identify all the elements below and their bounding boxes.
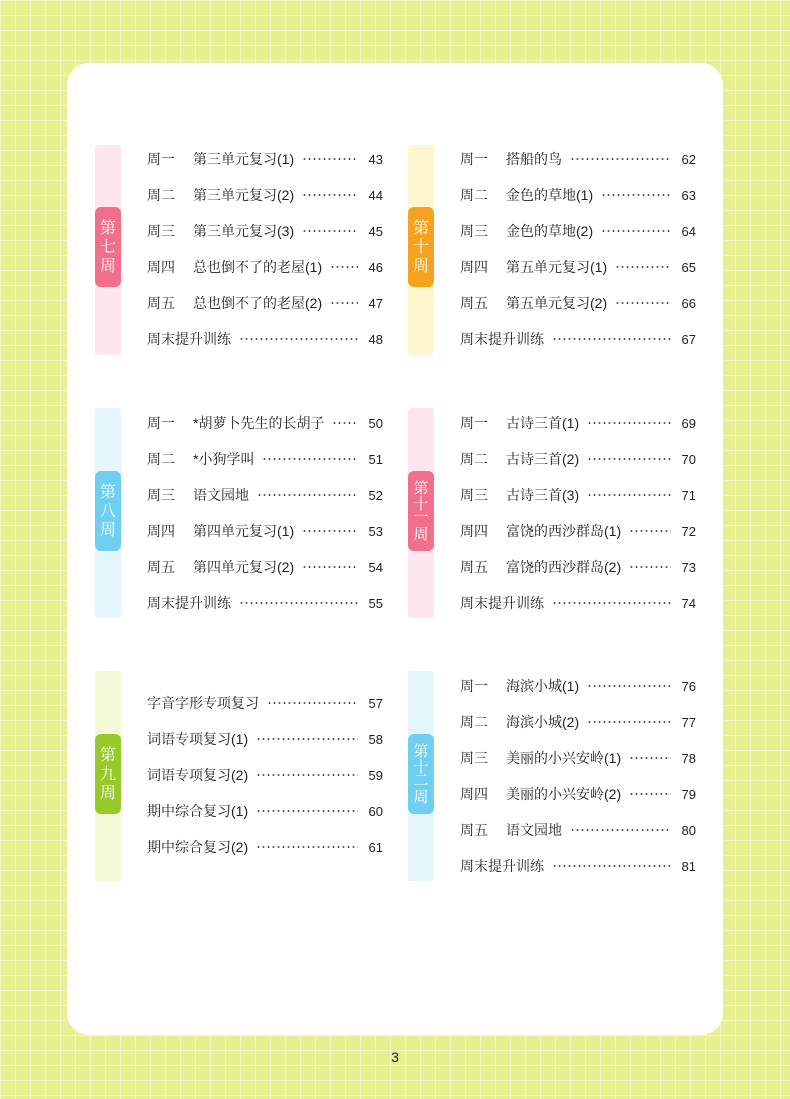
- entry-title: 古诗三首(2): [506, 451, 580, 467]
- toc-entry[interactable]: [147, 293, 383, 313]
- entry-day: 周三: [460, 750, 488, 766]
- leader-dots: [256, 738, 358, 740]
- entry-day: 周四: [147, 259, 175, 275]
- entry-page: 64: [681, 223, 696, 239]
- entry-page: 77: [681, 714, 696, 730]
- entry-page: 52: [368, 487, 383, 503]
- entry-page: 51: [368, 451, 383, 467]
- week-section: [380, 408, 696, 618]
- entry-day: 周五: [147, 559, 175, 575]
- week-label-char: 第: [99, 483, 116, 501]
- week-label-char: 十: [412, 238, 429, 256]
- entry-title: 总也倒不了的老屋(2): [193, 295, 323, 311]
- entry-page: 62: [681, 151, 696, 167]
- entry-page: 74: [681, 595, 696, 611]
- entry-page: 78: [681, 750, 696, 766]
- entry-page: 57: [368, 695, 383, 711]
- entry-page: 48: [368, 331, 383, 347]
- entry-title: 周末提升训练: [147, 331, 231, 347]
- entry-day: 周五: [460, 822, 488, 838]
- leader-dots: [570, 158, 671, 160]
- week-label-char: 周: [412, 257, 429, 275]
- entry-day: 周一: [460, 151, 488, 167]
- entry-title: *胡萝卜先生的长胡子: [193, 415, 325, 431]
- toc-entry[interactable]: [147, 329, 383, 349]
- entry-day: 周一: [147, 415, 175, 431]
- entry-title: 第三单元复习(1): [193, 151, 295, 167]
- leader-dots: [587, 494, 671, 496]
- entry-page: 81: [681, 858, 696, 874]
- leader-dots: [239, 602, 358, 604]
- entry-page: 63: [681, 187, 696, 203]
- entry-title: 古诗三首(1): [506, 415, 580, 431]
- leader-dots: [587, 422, 671, 424]
- entry-title: 第三单元复习(3): [193, 223, 295, 239]
- toc-entry[interactable]: [147, 449, 383, 469]
- entry-page: 43: [368, 151, 383, 167]
- leader-dots: [615, 266, 671, 268]
- entry-title: 周末提升训练: [460, 858, 544, 874]
- leader-dots: [552, 602, 671, 604]
- entry-day: 周四: [147, 523, 175, 539]
- week-badge: [408, 471, 434, 551]
- week-label-char: 第: [413, 479, 429, 497]
- entry-page: 53: [368, 523, 383, 539]
- entry-title: 词语专项复习(1): [147, 731, 249, 747]
- entry-title: 语文园地: [193, 487, 249, 503]
- week-label-char: 第: [99, 219, 116, 237]
- toc-entry[interactable]: [147, 837, 383, 857]
- entry-page: 65: [681, 259, 696, 275]
- toc-entry[interactable]: [147, 557, 383, 577]
- week-label-char: 十: [413, 758, 429, 776]
- entry-page: 46: [368, 259, 383, 275]
- week-badge: [408, 734, 434, 814]
- week-section: [380, 145, 696, 355]
- entry-title: 美丽的小兴安岭(1): [506, 750, 622, 766]
- week-section: [67, 145, 383, 355]
- entry-title: *小狗学叫: [193, 451, 255, 467]
- leader-dots: [332, 422, 358, 424]
- week-label-char: 周: [99, 521, 116, 539]
- leader-dots: [256, 846, 358, 848]
- leader-dots: [587, 685, 671, 687]
- entry-day: 周一: [147, 151, 175, 167]
- leader-dots: [302, 530, 358, 532]
- entry-title: 周末提升训练: [147, 595, 231, 611]
- week-label-char: 十: [413, 495, 429, 513]
- toc-entry[interactable]: [147, 729, 383, 749]
- entry-title: 周末提升训练: [460, 595, 544, 611]
- entry-title: 海滨小城(2): [506, 714, 580, 730]
- entry-page: 71: [681, 487, 696, 503]
- entry-title: 第五单元复习(2): [506, 295, 608, 311]
- entry-day: 周一: [460, 678, 488, 694]
- toc-entry[interactable]: [460, 712, 696, 732]
- toc-entry[interactable]: [147, 765, 383, 785]
- leader-dots: [256, 810, 358, 812]
- leader-dots: [256, 774, 358, 776]
- week-label-char: 第: [99, 746, 116, 764]
- entry-day: 周四: [460, 259, 488, 275]
- toc-entry[interactable]: [460, 557, 696, 577]
- toc-entry[interactable]: [460, 748, 696, 768]
- entry-page: 80: [681, 822, 696, 838]
- toc-entry[interactable]: [460, 593, 696, 613]
- entry-title: 词语专项复习(2): [147, 767, 249, 783]
- toc-entry[interactable]: [460, 449, 696, 469]
- entry-day: 周五: [460, 559, 488, 575]
- leader-dots: [629, 757, 671, 759]
- week-label-char: 七: [99, 238, 116, 256]
- entry-page: 55: [368, 595, 383, 611]
- entry-title: 第四单元复习(2): [193, 559, 295, 575]
- leader-dots: [552, 338, 671, 340]
- entry-page: 59: [368, 767, 383, 783]
- entry-title: 总也倒不了的老屋(1): [193, 259, 323, 275]
- entry-title: 第四单元复习(1): [193, 523, 295, 539]
- entry-day: 周二: [460, 187, 488, 203]
- entry-title: 字音字形专项复习: [147, 695, 259, 711]
- entry-page: 76: [681, 678, 696, 694]
- entry-page: 54: [368, 559, 383, 575]
- toc-entry[interactable]: [460, 413, 696, 433]
- toc-entry[interactable]: [147, 521, 383, 541]
- toc-entry[interactable]: [460, 784, 696, 804]
- leader-dots: [570, 829, 671, 831]
- toc-entry[interactable]: [147, 485, 383, 505]
- entry-title: 搭船的鸟: [506, 151, 562, 167]
- leader-dots: [601, 194, 671, 196]
- week-label-char: 八: [99, 502, 116, 520]
- toc-entry[interactable]: [460, 149, 696, 169]
- leader-dots: [615, 302, 671, 304]
- week-label-char: 周: [99, 784, 116, 802]
- entry-title: 第五单元复习(1): [506, 259, 608, 275]
- toc-entry[interactable]: [460, 329, 696, 349]
- entry-title: 海滨小城(1): [506, 678, 580, 694]
- entry-page: 61: [368, 839, 383, 855]
- entry-title: 语文园地: [506, 822, 562, 838]
- entry-page: 73: [681, 559, 696, 575]
- leader-dots: [629, 793, 671, 795]
- entry-page: 66: [681, 295, 696, 311]
- leader-dots: [587, 458, 671, 460]
- entry-day: 周三: [147, 487, 175, 503]
- week-section: [67, 408, 383, 618]
- week-section: [380, 671, 696, 881]
- toc-entry[interactable]: [147, 801, 383, 821]
- leader-dots: [601, 230, 671, 232]
- entry-page: 44: [368, 187, 383, 203]
- leader-dots: [629, 530, 671, 532]
- page-number: 3: [391, 1049, 399, 1065]
- leader-dots: [302, 194, 358, 196]
- entry-page: 47: [368, 295, 383, 311]
- toc-entry[interactable]: [147, 221, 383, 241]
- leader-dots: [330, 302, 358, 304]
- entry-title: 期中综合复习(1): [147, 803, 249, 819]
- entry-day: 周四: [460, 786, 488, 802]
- leader-dots: [267, 702, 358, 704]
- entry-day: 周三: [460, 223, 488, 239]
- toc-entry[interactable]: [460, 521, 696, 541]
- week-label-char: 第: [412, 219, 429, 237]
- toc-entry[interactable]: [460, 676, 696, 696]
- entry-day: 周三: [147, 223, 175, 239]
- entry-day: 周四: [460, 523, 488, 539]
- toc-entry[interactable]: [147, 593, 383, 613]
- week-label-char: 九: [99, 765, 116, 783]
- entry-title: 美丽的小兴安岭(2): [506, 786, 622, 802]
- leader-dots: [262, 458, 358, 460]
- entry-page: 50: [368, 415, 383, 431]
- leader-dots: [302, 566, 358, 568]
- week-badge: [95, 471, 121, 551]
- entry-day: 周五: [460, 295, 488, 311]
- entry-page: 67: [681, 331, 696, 347]
- toc-entry[interactable]: [147, 149, 383, 169]
- entry-title: 古诗三首(3): [506, 487, 580, 503]
- week-label-char: 二: [413, 771, 429, 789]
- entry-day: 周二: [147, 187, 175, 203]
- toc-entry[interactable]: [460, 293, 696, 313]
- entry-page: 58: [368, 731, 383, 747]
- entry-page: 72: [681, 523, 696, 539]
- toc-entry[interactable]: [147, 693, 383, 713]
- entry-day: 周二: [460, 714, 488, 730]
- week-label-char: 周: [413, 525, 429, 543]
- entry-page: 70: [681, 451, 696, 467]
- leader-dots: [587, 721, 671, 723]
- entry-day: 周二: [147, 451, 175, 467]
- toc-entry[interactable]: [460, 185, 696, 205]
- toc-entry[interactable]: [147, 413, 383, 433]
- leader-dots: [302, 158, 358, 160]
- entry-title: 富饶的西沙群岛(1): [506, 523, 622, 539]
- toc-entry[interactable]: [460, 820, 696, 840]
- week-label-char: 一: [413, 508, 429, 526]
- leader-dots: [302, 230, 358, 232]
- leader-dots: [239, 338, 358, 340]
- entry-day: 周三: [460, 487, 488, 503]
- entry-day: 周二: [460, 451, 488, 467]
- entry-title: 周末提升训练: [460, 331, 544, 347]
- entry-title: 富饶的西沙群岛(2): [506, 559, 622, 575]
- week-badge: [95, 207, 121, 287]
- week-section: [67, 671, 383, 881]
- entry-title: 第三单元复习(2): [193, 187, 295, 203]
- entry-day: 周一: [460, 415, 488, 431]
- entry-day: 周五: [147, 295, 175, 311]
- entry-title: 金色的草地(2): [506, 223, 594, 239]
- entry-page: 79: [681, 786, 696, 802]
- toc-entry[interactable]: [460, 485, 696, 505]
- leader-dots: [629, 566, 671, 568]
- contents-card: [67, 63, 723, 1035]
- leader-dots: [257, 494, 358, 496]
- toc-entry[interactable]: [147, 257, 383, 277]
- week-label-char: 周: [413, 788, 429, 806]
- entry-page: 69: [681, 415, 696, 431]
- week-label-char: 周: [99, 257, 116, 275]
- entry-title: 期中综合复习(2): [147, 839, 249, 855]
- leader-dots: [552, 865, 671, 867]
- week-label-char: 第: [413, 742, 429, 760]
- entry-page: 60: [368, 803, 383, 819]
- toc-entry[interactable]: [460, 221, 696, 241]
- entry-page: 45: [368, 223, 383, 239]
- toc-entry[interactable]: [460, 257, 696, 277]
- toc-entry[interactable]: [147, 185, 383, 205]
- week-badge: [95, 734, 121, 814]
- week-badge: [408, 207, 434, 287]
- leader-dots: [330, 266, 358, 268]
- entry-title: 金色的草地(1): [506, 187, 594, 203]
- toc-entry[interactable]: [460, 856, 696, 876]
